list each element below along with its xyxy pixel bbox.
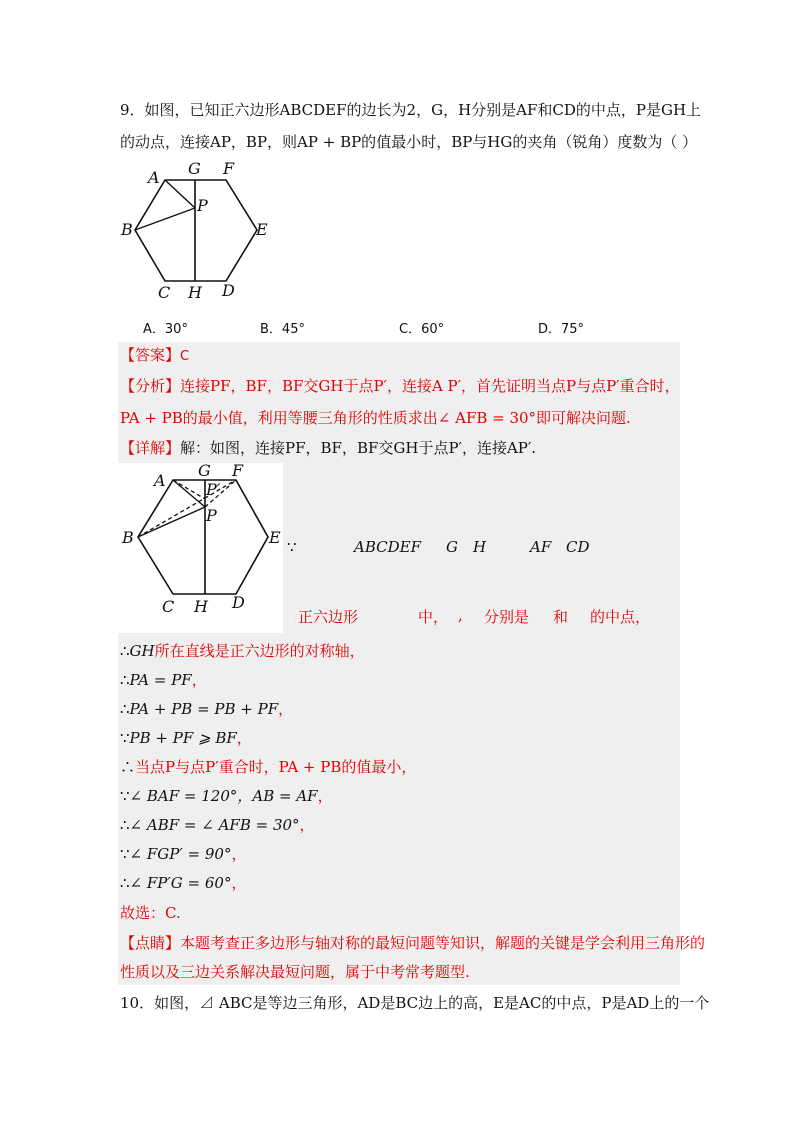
hexagon-outline <box>138 480 268 594</box>
label-g: G <box>188 159 201 178</box>
text-midpoint: 的中点， <box>590 608 651 626</box>
comment-line-2: 性质以及三边关系解决最短问题，属于中考常考题型. <box>120 963 470 981</box>
step-9: ∴∠ FP′G = 60°， <box>120 874 247 892</box>
label-a: A <box>148 168 160 187</box>
label-d: D <box>222 281 235 300</box>
option-c: C．60° <box>399 322 445 337</box>
step-6: ∵∠ BAF = 120°，AB = AF， <box>120 787 333 805</box>
math-abcdef: ABCDEF <box>354 538 421 556</box>
hexagon-figure-1 <box>118 158 278 303</box>
segment-ap <box>173 480 205 507</box>
label-b: B <box>121 220 133 239</box>
analysis-line-1: 【分析】连接PF，BF，BF交GH于点P′，连接A P′，首先证明当点P与点P′重合时， <box>120 377 680 395</box>
segment-ap <box>165 180 195 208</box>
hexagon-figure-2 <box>118 462 284 615</box>
text-and: 和 <box>553 608 569 626</box>
text-respectively: 分别是 <box>484 608 530 626</box>
label-b: B <box>122 528 134 547</box>
label-g: G <box>198 462 211 480</box>
detail-line: 【详解】解：如图，连接PF，BF，BF交GH于点P′，连接AP′. <box>120 439 537 457</box>
label-p: P <box>206 506 217 525</box>
label-c: C <box>162 597 175 615</box>
label-e: E <box>269 528 281 547</box>
math-h: H <box>473 538 487 556</box>
question-9-line-1: 9．如图，已知正六边形ABCDEF的边长为2，G，H分别是AF和CD的中点，P是GH上 <box>120 101 702 119</box>
math-cd: CD <box>566 538 590 556</box>
label-h: H <box>188 283 202 302</box>
question-9-line-2: 的动点，连接AP，BP，则AP + BP的值最小时，BP与HG的夹角（锐角）度数为（ ） <box>120 133 698 151</box>
step-4: ∵PB + PF ⩾ BF， <box>120 729 252 747</box>
math-af: AF <box>530 538 552 556</box>
label-p-prime: P′ <box>206 480 221 499</box>
label-d: D <box>232 593 245 612</box>
label-h: H <box>194 597 208 615</box>
text-regular-hexagon: 正六边形 <box>298 608 359 626</box>
comment-line-1: 【点睛】本题考查正多边形与轴对称的最短问题等知识，解题的关键是学会利用三角形的 <box>120 934 706 952</box>
step-2: ∴PA = PF， <box>120 671 207 689</box>
because-symbol: ∵ <box>287 538 297 556</box>
final-choice: 故选：C. <box>120 904 181 922</box>
step-3: ∴PA + PB = PB + PF， <box>120 700 294 718</box>
segment-bp <box>135 208 195 230</box>
step-5: ∴当点P与点P′重合时，PA + PB的值最小， <box>120 758 417 776</box>
analysis-line-2: PA + PB的最小值，利用等腰三角形的性质求出∠ AFB = 30°即可解决问题. <box>120 409 631 427</box>
step-8: ∵∠ FGP′ = 90°， <box>120 845 247 863</box>
option-b: B．45° <box>260 322 305 337</box>
segment-ap-prime-dashed <box>173 480 205 499</box>
label-e: E <box>256 220 268 239</box>
option-d: D．75° <box>538 322 585 337</box>
option-a: A．30° <box>143 322 188 337</box>
label-p: P <box>197 196 208 215</box>
label-c: C <box>158 283 171 302</box>
step-1: ∴GH所在直线是正六边形的对称轴， <box>120 642 365 660</box>
label-a: A <box>154 471 166 490</box>
answer-line: 【答案】C <box>120 346 190 364</box>
hexagon-outline <box>135 180 257 281</box>
step-7: ∴∠ ABF = ∠ AFB = 30°， <box>120 816 315 834</box>
label-f: F <box>223 159 235 178</box>
label-f: F <box>232 462 244 480</box>
text-comma: , <box>458 606 463 624</box>
question-10-line-1: 10．如图，⊿ ABC是等边三角形，AD是BC边上的高，E是AC的中点，P是AD上的一个 <box>120 994 710 1012</box>
text-zhong: 中， <box>418 608 449 626</box>
math-g: G <box>446 538 458 556</box>
